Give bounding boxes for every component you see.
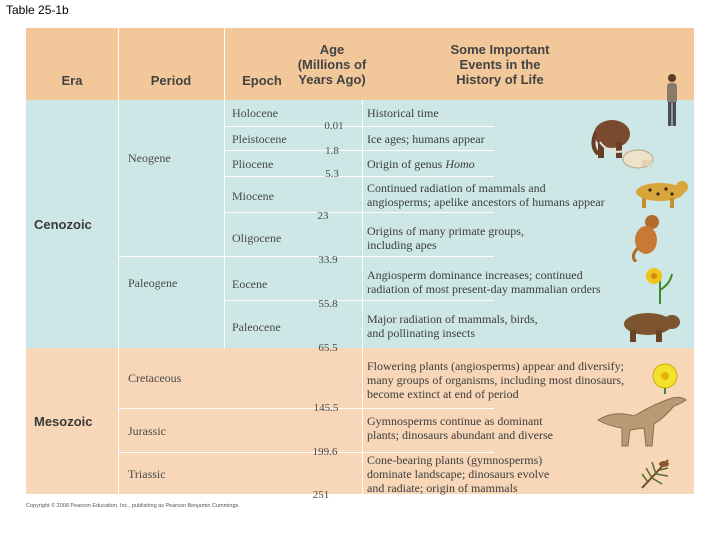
event-line: Origins of many primate groups, (367, 224, 524, 238)
event-pliocene (367, 157, 475, 171)
header-epoch: Epoch (242, 73, 282, 88)
age-value: 65.5 (318, 342, 338, 354)
row-line (224, 126, 494, 127)
age-value: 199.6 (312, 446, 338, 458)
leopard-icon (630, 178, 688, 208)
event-pliocene-text: Origin of genus (367, 157, 446, 171)
row-line (224, 176, 494, 177)
divider-age-events (362, 100, 363, 494)
event-line: become extinct at end of period (367, 387, 519, 401)
event-line: and radiate; origin of mammals (367, 481, 518, 495)
row-line (224, 300, 494, 301)
header-events (440, 42, 560, 87)
period-triassic: Triassic (128, 467, 166, 481)
period-cretaceous: Cretaceous (128, 371, 182, 385)
bear-like-mammal-icon (620, 308, 682, 342)
header-age-line: Years Ago) (298, 72, 366, 87)
header-events-line: Some Important (450, 42, 550, 57)
header-events-line: Events in the (459, 57, 541, 72)
event-line: angiosperms; apelike ancestors of humans appear (367, 195, 605, 209)
epoch-pliocene: Pliocene (232, 157, 274, 171)
event-eocene (367, 268, 601, 296)
skull-icon (620, 148, 660, 170)
event-jurassic (367, 414, 553, 442)
geologic-time-table (26, 28, 694, 501)
divider-era-period (118, 28, 119, 494)
period-neogene: Neogene (128, 151, 171, 165)
epoch-miocene: Miocene (232, 189, 274, 203)
epoch-oligocene: Oligocene (232, 231, 282, 245)
header-age-line: (Millions of (297, 57, 367, 72)
event-paleocene (367, 312, 538, 340)
slide-title: Table 25-1b (6, 3, 69, 17)
event-cretaceous (367, 359, 624, 401)
age-value: 251 (312, 489, 330, 501)
event-line: Cone-bearing plants (gymnosperms) (367, 453, 543, 467)
event-line: including apes (367, 238, 437, 252)
header-era: Era (61, 73, 83, 88)
epoch-paleocene: Paleocene (232, 320, 281, 334)
period-jurassic: Jurassic (128, 424, 166, 438)
age-value: 0.01 (324, 120, 344, 132)
event-miocene (367, 181, 605, 209)
row-line (118, 256, 494, 257)
dinosaur-icon (594, 390, 690, 450)
event-line: dominate landscape; dinosaurs evolve (367, 467, 550, 481)
age-value: 33.9 (318, 254, 338, 266)
event-line: many groups of organisms, including most dinosaurs, (367, 373, 625, 387)
monkey-icon (630, 212, 666, 262)
event-line: Flowering plants (angiosperms) appear and diversify; (367, 359, 624, 373)
event-line: plants; dinosaurs abundant and diverse (367, 428, 553, 442)
age-value: 1.8 (325, 145, 339, 157)
era-cenozoic: Cenozoic (34, 217, 92, 232)
event-line: and pollinating insects (367, 326, 475, 340)
period-paleogene: Paleogene (128, 276, 178, 290)
flower-yellow-icon (640, 264, 674, 304)
pine-branch-icon (638, 454, 676, 490)
event-line: radiation of most present-day mammalian orders (367, 282, 601, 296)
event-pliocene-genus: Homo (445, 157, 475, 171)
event-line: Major radiation of mammals, birds, (367, 312, 538, 326)
event-line: Angiosperm dominance increases; continued (367, 268, 583, 282)
event-line: Gymnosperms continue as dominant (367, 414, 543, 428)
human-figure-icon (662, 72, 682, 128)
event-holocene: Historical time (367, 106, 439, 120)
header-age (288, 42, 376, 87)
event-pleistocene: Ice ages; humans appear (367, 132, 485, 146)
header-period: Period (150, 73, 192, 88)
epoch-eocene: Eocene (232, 277, 268, 291)
header-age-line: Age (319, 42, 345, 57)
copyright-notice: Copyright © 2008 Pearson Education, Inc., publishing as Pearson Benjamin Cummings. (26, 503, 240, 509)
age-value: 55.8 (318, 298, 338, 310)
age-value: 5.3 (325, 168, 339, 180)
era-mesozoic: Mesozoic (34, 414, 93, 429)
header-events-line: History of Life (456, 72, 544, 87)
age-value: 23 (317, 210, 329, 222)
row-line (224, 212, 494, 213)
event-line: Continued radiation of mammals and (367, 181, 546, 195)
event-triassic (367, 453, 549, 495)
epoch-holocene: Holocene (232, 106, 278, 120)
age-value: 145.5 (313, 402, 339, 414)
epoch-pleistocene: Pleistocene (232, 132, 287, 146)
row-line (224, 150, 494, 151)
event-oligocene (367, 224, 524, 252)
